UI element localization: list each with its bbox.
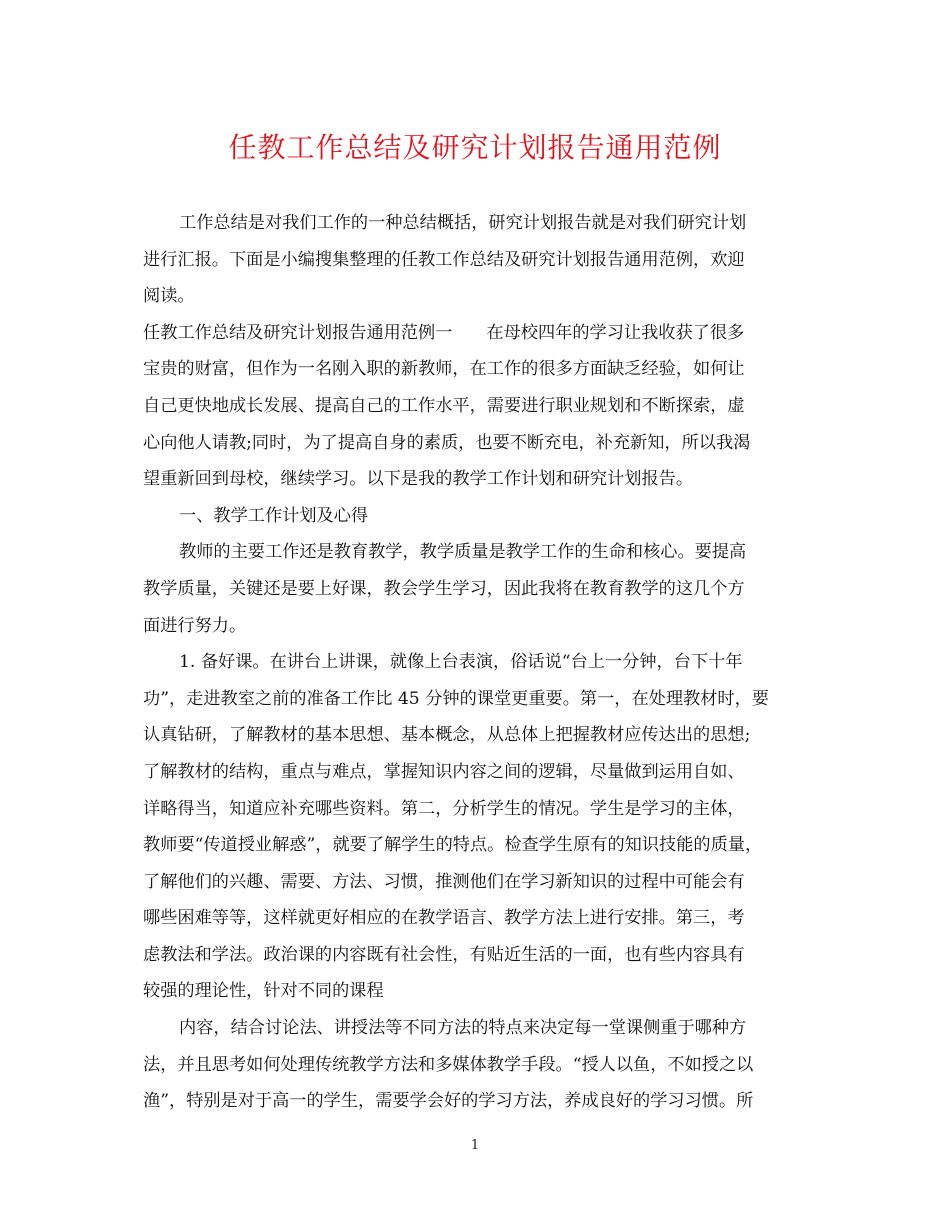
body-line: 了解教材的结构，重点与难点，掌握知识内容之间的逻辑，尽量做到运用自如、	[143, 761, 745, 782]
body-line: 教师的主要工作还是教育教学，教学质量是教学工作的生命和核心。要提高	[179, 542, 747, 563]
body-line: 渔”，特别是对于高一的学生，需要学会好的学习方法，养成良好的学习习惯。所	[143, 1091, 754, 1112]
page-number: 1	[470, 1138, 480, 1153]
body-line: 法，并且思考如何处理传统教学方法和多媒体教学手段。“授人以鱼，不如授之以	[143, 1054, 754, 1075]
body-line: 较强的理论性，针对不同的课程	[143, 981, 384, 1002]
body-line: 虑教法和学法。政治课的内容既有社会性，有贴近生活的一面，也有些内容具有	[143, 944, 745, 965]
body-line: 在母校四年的学习让我收获了很多	[486, 322, 745, 343]
example-heading: 任教工作总结及研究计划报告通用范例一	[143, 322, 453, 343]
body-line: 教师要“传道授业解惑”，就要了解学生的特点。检查学生原有的知识技能的质量，	[143, 835, 763, 856]
body-line: 教学质量，关键还是要上好课，教会学生学习，因此我将在教育教学的这几个方	[143, 578, 745, 599]
document-body	[143, 205, 813, 1120]
body-line: 阅读。	[143, 286, 195, 307]
document-title: 任教工作总结及研究计划报告通用范例	[228, 131, 722, 164]
body-line: 功”，走进教室之前的准备工作比 45 分钟的课堂更重要。第一，在处理教材时，要	[143, 688, 769, 709]
body-line: 宝贵的财富，但作为一名刚入职的新教师，在工作的很多方面缺乏经验，如何让	[143, 359, 745, 380]
body-line: 了解他们的兴趣、需要、方法、习惯，推测他们在学习新知识的过程中可能会有	[143, 871, 745, 892]
body-line: 面进行努力。	[143, 615, 247, 636]
body-line: 认真钻研，了解教材的基本思想、基本概念，从总体上把握教材应传达出的思想;	[143, 725, 751, 746]
body-line: 详略得当，知道应补充哪些资料。第二，分析学生的情况。学生是学习的主体，	[143, 798, 745, 819]
body-line-heading-row	[143, 315, 813, 352]
body-line: 进行汇报。下面是小编搜集整理的任教工作总结及研究计划报告通用范例，欢迎	[143, 249, 745, 270]
body-line: 哪些困难等等，这样就更好相应的在教学语言、教学方法上进行安排。第三，考	[143, 908, 745, 929]
body-line: 内容，结合讨论法、讲授法等不同方法的特点来决定每一堂课侧重于哪种方	[179, 1018, 747, 1039]
body-line: 望重新回到母校，继续学习。以下是我的教学工作计划和研究计划报告。	[143, 469, 694, 490]
body-line: 工作总结是对我们工作的一种总结概括，研究计划报告就是对我们研究计划	[179, 213, 747, 233]
body-line: 心向他人请教;同时，为了提高自身的素质，也要不断充电，补充新知，所以我渴	[143, 432, 751, 453]
body-line: 自己更快地成长发展、提高自己的工作水平，需要进行职业规划和不断探索，虚	[143, 395, 745, 416]
section-heading: 一、教学工作计划及心得	[179, 505, 369, 526]
body-line: 1. 备好课。在讲台上讲课，就像上台表演，俗话说“台上一分钟，台下十年	[179, 652, 743, 673]
